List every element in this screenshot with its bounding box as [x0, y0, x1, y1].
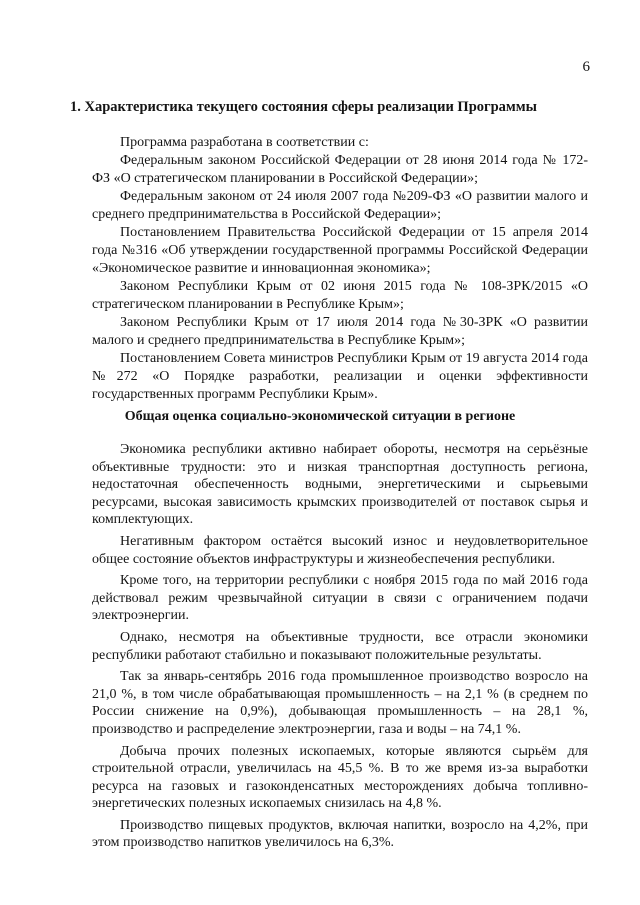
paragraph: Кроме того, на территории республики с ноября 2015 года по май 2016 года действовал режим чрезвычайной ситуации в связи с ограничением подачи электроэнергии. [92, 573, 588, 624]
paragraph: Однако, несмотря на объективные трудности, все отрасли экономики республики работают стабильно и показывают положительные результаты. [92, 629, 588, 663]
paragraph: Так за январь-сентябрь 2016 года промышленное производство возросло на 21,0 %, в том числе обрабатывающая промышленность – на 2,1 % (в среднем по России снижение на 0,9%), добывающая промышленность – на 28,1 %, производство и распределение электроэнергии, газа и воды – на 74,1 %. [92, 669, 588, 737]
legal-item: Постановлением Правительства Российской Федерации от 15 апреля 2014 года №316 «Об утверждении государственной программы Российской Федерации «Экономическое развитие и инновационная экономика»; [92, 225, 588, 276]
legal-item: Постановлением Совета министров Республики Крым от 19 августа 2014 года №272 «О Порядке разработки, реализации и оценки эффективности государственных программ Республики Крым». [92, 351, 588, 402]
legal-item: Федеральным законом от 24 июля 2007 года №209-ФЗ «О развитии малого и среднего предпринимательства в Российской Федерации»; [92, 189, 588, 222]
paragraph: Добыча прочих полезных ископаемых, которые являются сырьём для строительной отрасли, увеличилась на 45,5 %. В то же время из-за выработки ресурса на газовых и газоконденсатных месторождениях добыча топливно-энергетических полезных ископаемых снизилась на 4,8 %. [92, 743, 588, 812]
section-title: 1. Характеристика текущего состояния сферы реализации Программы [70, 99, 537, 115]
paragraph: Негативным фактором остаётся высокий износ и неудовлетворительное общее состояние объектов инфраструктуры и жизнеобеспечения республики. [92, 533, 588, 567]
legal-basis-block [92, 134, 588, 404]
paragraph: Экономика республики активно набирает обороты, несмотря на серьёзные объективные трудности: это и низкая транспортная доступность региона, недостаточная обеспеченность водными, энергетическими и сырьевыми ресурсами, высокая зависимость крымских производителей от поставок сырья и комплектующих. [92, 442, 588, 528]
economic-situation-block [92, 441, 588, 852]
legal-item: Законом Республики Крым от 02 июня 2015 года № 108-ЗРК/2015 «О стратегическом планировании в Республике Крым»; [92, 279, 588, 312]
paragraph: Производство пищевых продуктов, включая напитки, возросло на 4,2%, при этом производство напитков увеличилось на 6,3%. [92, 817, 588, 851]
legal-item: Федеральным законом Российской Федерации от 28 июня 2014 года № 172-ФЗ «О стратегическом планировании в Российской Федерации»; [92, 153, 588, 186]
subheading: Общая оценка социально-экономической ситуации в регионе [124, 409, 516, 424]
intro-line: Программа разработана в соответствии с: [120, 135, 369, 150]
legal-item: Законом Республики Крым от 17 июля 2014 года №30-ЗРК «О развитии малого и среднего предпринимательства в Республике Крым»; [92, 315, 588, 348]
page-number: 6 [582, 59, 590, 75]
